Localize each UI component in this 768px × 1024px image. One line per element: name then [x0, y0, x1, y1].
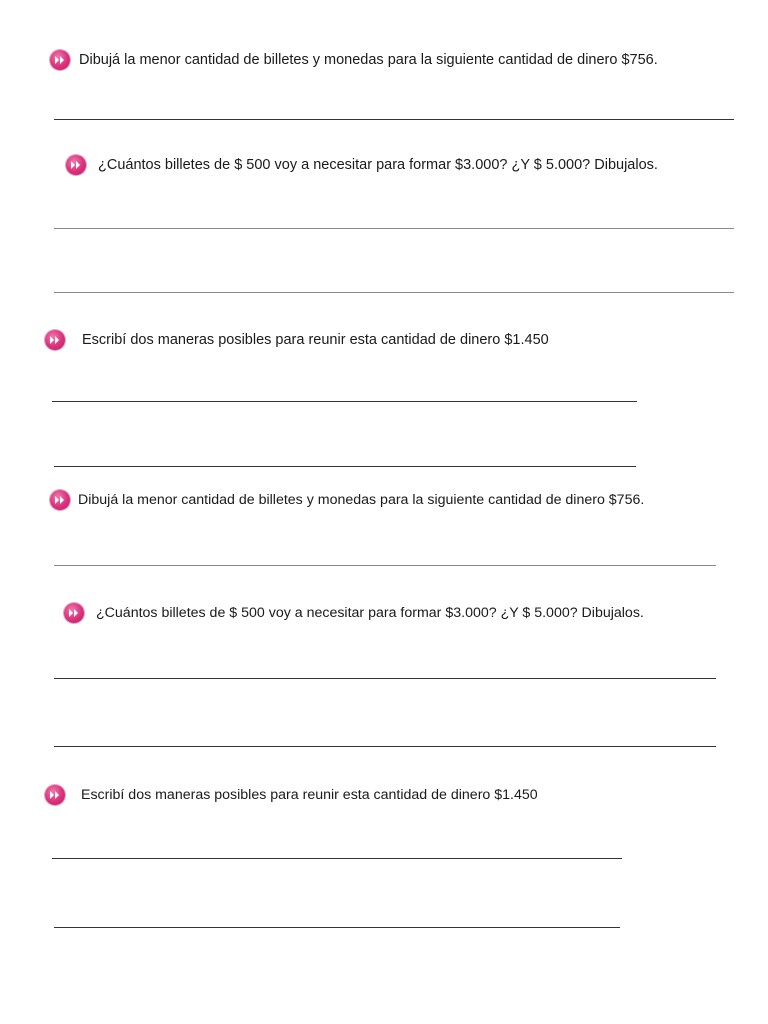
answer-line[interactable] — [54, 678, 716, 679]
question-5 — [64, 603, 644, 623]
answer-line[interactable] — [54, 228, 734, 229]
question-3 — [45, 330, 549, 350]
question-text: Dibujá la menor cantidad de billetes y monedas para la siguiente cantidad de dinero $756. — [79, 52, 658, 68]
answer-line[interactable] — [54, 927, 620, 928]
double-arrow-icon — [50, 50, 70, 70]
answer-line[interactable] — [54, 746, 716, 747]
answer-line[interactable] — [52, 858, 622, 859]
double-arrow-icon — [45, 785, 65, 805]
double-arrow-icon — [66, 155, 86, 175]
question-text: Escribí dos maneras posibles para reunir esta cantidad de dinero $1.450 — [82, 332, 549, 348]
question-text: ¿Cuántos billetes de $ 500 voy a necesitar para formar $3.000? ¿Y $ 5.000? Dibujalos. — [98, 157, 658, 173]
answer-line[interactable] — [54, 292, 734, 293]
question-2 — [66, 155, 658, 175]
question-6 — [45, 785, 538, 805]
answer-line[interactable] — [54, 565, 716, 566]
question-text: Escribí dos maneras posibles para reunir esta cantidad de dinero $1.450 — [81, 787, 538, 803]
question-text: Dibujá la menor cantidad de billetes y monedas para la siguiente cantidad de dinero $756. — [78, 492, 645, 508]
double-arrow-icon — [64, 603, 84, 623]
question-1 — [50, 50, 658, 70]
answer-line[interactable] — [52, 401, 637, 402]
question-text: ¿Cuántos billetes de $ 500 voy a necesitar para formar $3.000? ¿Y $ 5.000? Dibujalos. — [96, 605, 644, 621]
answer-line[interactable] — [54, 466, 636, 467]
double-arrow-icon — [45, 330, 65, 350]
question-4 — [50, 490, 644, 510]
double-arrow-icon — [50, 490, 70, 510]
answer-line[interactable] — [54, 119, 734, 120]
